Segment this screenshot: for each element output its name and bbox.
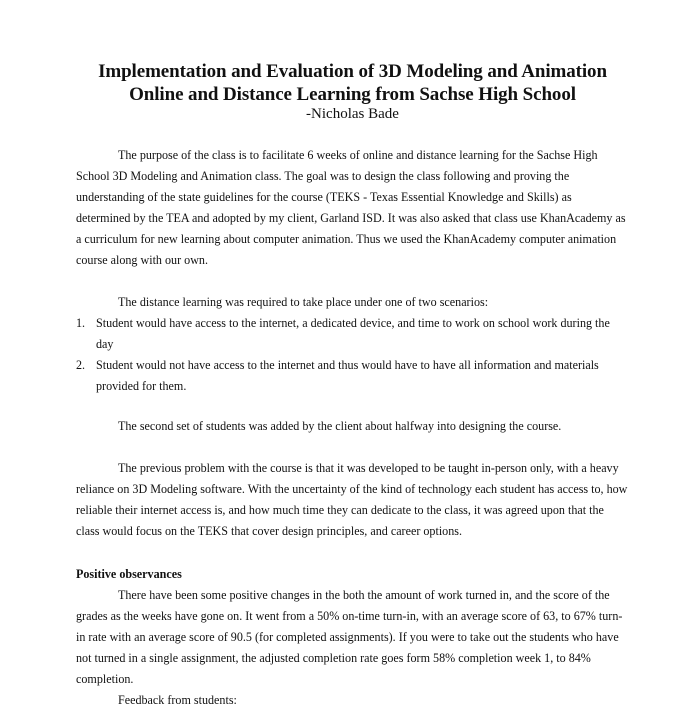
paragraph-purpose: The purpose of the class is to facilitate 6 weeks of online and distance learning for the Sachse High School 3D Modeling and Animation class. The goal was to design the class following and proving the understanding of the state guidelines for the course (TEKS - Texas Essential Knowledge and Skills) as determined by the TEA and adopted by my client, Garland ISD. It was also asked that class use KhanAcademy as a curriculum for new learning about computer animation. Thus we used the KhanAcademy computer animation course along with our own. <box>76 148 626 267</box>
paragraph-second-set: The second set of students was added by the client about halfway into designing the course. <box>118 419 562 433</box>
list-item <box>76 355 629 397</box>
paragraph-positive-changes: There have been some positive changes in the both the amount of work turned in, and the score of the grades as the weeks have gone on. It went from a 50% on-time turn-in, with an average score of 63, to 67% turn-in rate with an average score of 90.5 (for completed assignments). If you were to take out the students who have not turned in a single assignment, the adjusted completion rate goes form 58% completion week 1, to 84% completion. <box>76 588 623 686</box>
list-item-number: 1. <box>76 316 86 330</box>
list-item-number: 2. <box>76 358 86 372</box>
list-item-text: Student would have access to the internet, a dedicated device, and time to work on school work during the day <box>96 316 610 351</box>
paragraph-previous-problem: The previous problem with the course is that it was developed to be taught in-person only, with a heavy reliance on 3D Modeling software. With the uncertainty of the kind of technology each student has access to, how reliable their internet access is, and how much time they can dedicate to the class, it was agreed upon that the class would focus on the TEKS that cover design principles, and career options. <box>76 461 628 538</box>
list-item <box>76 313 629 355</box>
scenario-list <box>76 313 629 397</box>
title-line-2: Online and Distance Learning from Sachse High School <box>129 84 576 105</box>
title-line-1: Implementation and Evaluation of 3D Modeling and Animation <box>98 61 607 82</box>
paragraph-scenarios-intro: The distance learning was required to take place under one of two scenarios: <box>118 295 489 309</box>
section-heading-positive-observances: Positive observances <box>76 567 182 581</box>
feedback-label: Feedback from students: <box>118 693 237 707</box>
list-item-text: Student would not have access to the internet and thus would have to have all information and materials provided for them. <box>96 358 599 393</box>
document-title <box>76 60 629 106</box>
author-byline: -Nicholas Bade <box>306 106 399 122</box>
